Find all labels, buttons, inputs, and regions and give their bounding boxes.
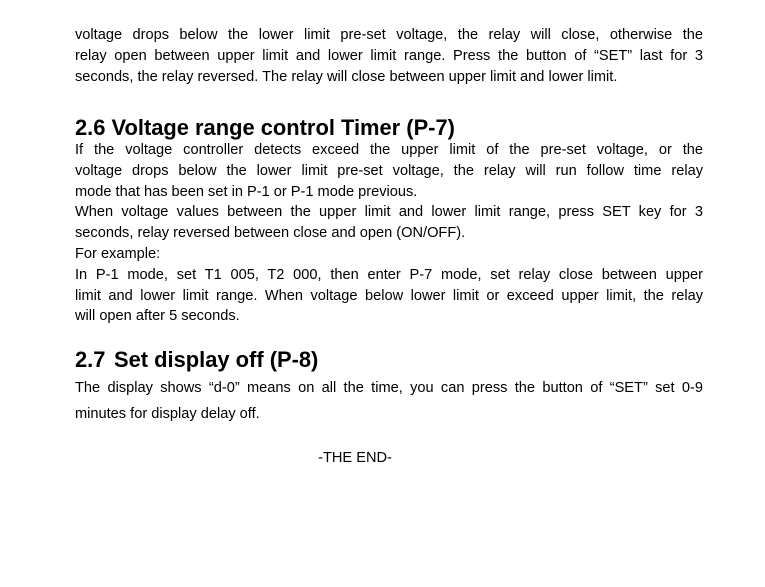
paragraph-line: If the voltage controller detects exceed the upper limit of the pre-set voltage, or the [75, 142, 703, 158]
paragraph-line: voltage drops below the lower limit pre-set voltage, the relay will run follow time relay [75, 162, 703, 179]
paragraph-line: seconds, relay reversed between close and open (ON/OFF). [75, 225, 466, 242]
section-2-7-body [75, 375, 703, 427]
paragraph-line: seconds, the relay reversed. The relay will close between upper limit and lower limit. [75, 68, 618, 85]
paragraph-line: limit and lower limit range. When voltage below lower limit or exceed upper limit, the relay [75, 287, 703, 304]
section-title: Set display off (P-8) [114, 347, 319, 372]
example-label: For example: [75, 245, 161, 262]
paragraph-line: will open after 5 seconds. [75, 308, 240, 325]
paragraph-line: The display shows “d-0” means on all the time, you can press the button of “SET” set 0-9 [75, 380, 703, 396]
section-number: 2.7 [75, 347, 106, 372]
section-heading-2-6: 2.6 Voltage range control Timer (P-7) [75, 115, 455, 140]
paragraph-line: When voltage values between the upper limit and lower limit range, press SET key for 3 [75, 204, 703, 221]
paragraph-line: relay open between upper limit and lower limit range. Press the button of “SET” last for 3 [75, 47, 703, 64]
paragraph-line: voltage drops below the lower limit pre-set voltage, the relay will close, otherwise the [75, 27, 703, 43]
intro-paragraph [75, 25, 703, 87]
section-heading-2-7 [75, 347, 319, 372]
section-2-6-body [75, 140, 703, 327]
paragraph-line: minutes for display delay off. [75, 406, 260, 422]
paragraph-line: mode that has been set in P-1 or P-1 mode previous. [75, 183, 418, 200]
paragraph-line: In P-1 mode, set T1 005, T2 000, then enter P-7 mode, set relay close between upper [75, 266, 703, 283]
the-end-marker: -THE END- [318, 450, 392, 466]
